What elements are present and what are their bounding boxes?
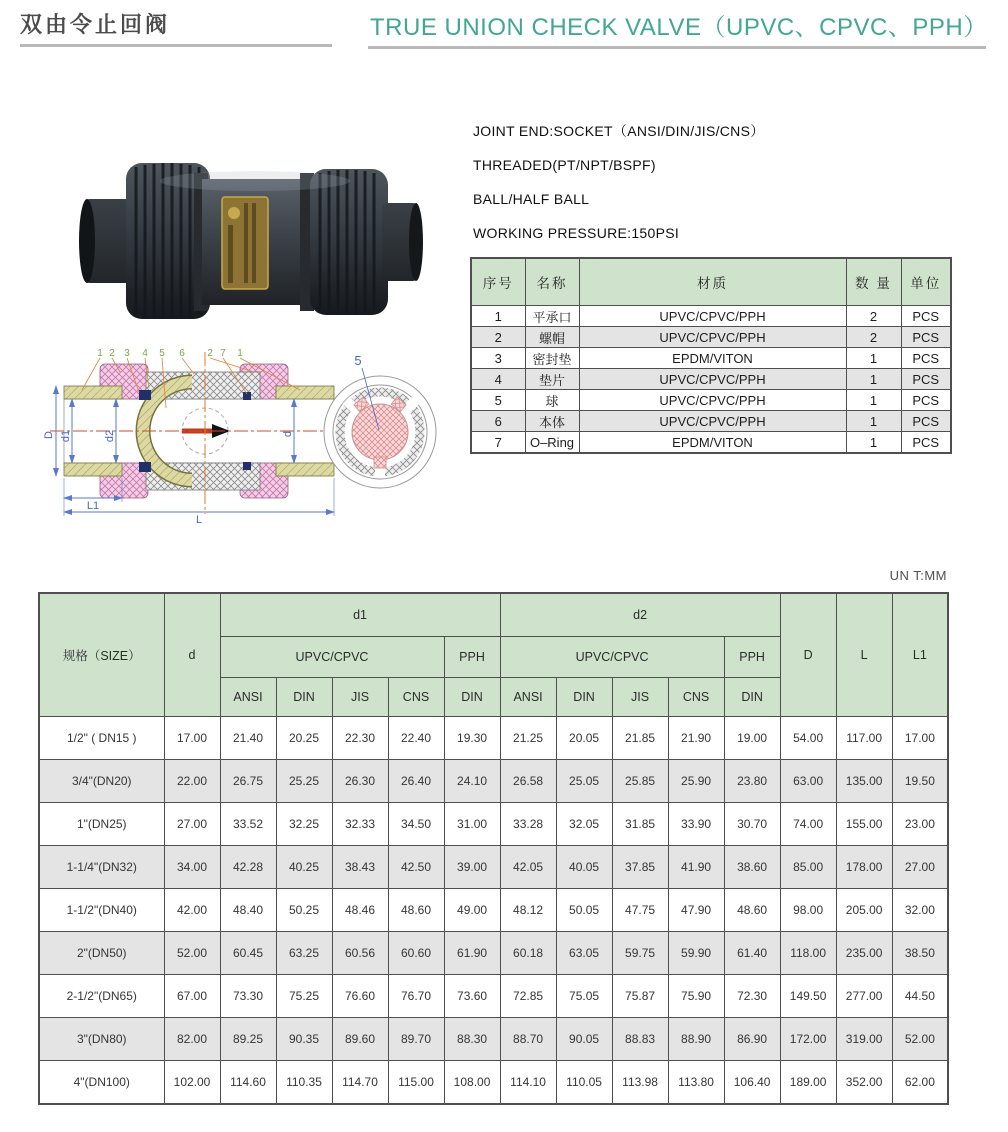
dimension-table-row-cell: 42.00: [164, 889, 220, 932]
dimension-table-row-cell: 59.75: [612, 932, 668, 975]
dimension-table-row-cell: 32.00: [892, 889, 948, 932]
dimension-table-row-cell: 32.33: [332, 803, 388, 846]
parts-table-row: [471, 327, 951, 348]
dimension-table-row-cell: 205.00: [836, 889, 892, 932]
dimension-table-row: [39, 1061, 948, 1105]
dimension-table-row: [39, 803, 948, 846]
dimension-table-row-cell: 25.85: [612, 760, 668, 803]
dimension-table-row-cell: 26.30: [332, 760, 388, 803]
parts-table-row-cell: 1: [846, 390, 901, 411]
dimension-table-row-cell: 22.40: [388, 717, 444, 760]
parts-table-row-cell: 3: [471, 348, 525, 369]
parts-table-row-cell: 6: [471, 411, 525, 432]
dimension-table-row-cell: 67.00: [164, 975, 220, 1018]
dim-header-d1-pph: PPH: [444, 637, 500, 678]
dimension-table-row-cell: 23.80: [724, 760, 780, 803]
parts-table-row-cell: 1: [846, 432, 901, 454]
dimension-table-row-cell: 50.05: [556, 889, 612, 932]
dimension-table-row-cell: 88.90: [668, 1018, 724, 1061]
dimension-table-row-cell: 88.70: [500, 1018, 556, 1061]
dimension-table-row-cell: 172.00: [780, 1018, 836, 1061]
parts-table-row-cell: 4: [471, 369, 525, 390]
dimension-table-row-cell: 41.90: [668, 846, 724, 889]
dimension-table-row-cell: 3"(DN80): [39, 1018, 164, 1061]
parts-table-row: [471, 390, 951, 411]
dimension-table-row-cell: 17.00: [892, 717, 948, 760]
dimension-table-row-cell: 110.35: [276, 1061, 332, 1105]
part-label-3: 3: [124, 348, 130, 359]
dimension-table-row: [39, 846, 948, 889]
dimension-table-row-cell: 24.10: [444, 760, 500, 803]
dimension-table-row-cell: 149.50: [780, 975, 836, 1018]
dimension-table-row-cell: 85.00: [780, 846, 836, 889]
parts-table-row-cell: 垫片: [525, 369, 579, 390]
dimension-table-row-cell: 76.60: [332, 975, 388, 1018]
parts-table-row-cell: PCS: [901, 369, 951, 390]
parts-table: [470, 257, 952, 454]
dimension-table-row-cell: 73.60: [444, 975, 500, 1018]
parts-table-row-cell: 2: [846, 306, 901, 327]
dimension-table-row: [39, 889, 948, 932]
dimension-table-row-cell: 113.98: [612, 1061, 668, 1105]
parts-header-unit: 单位: [901, 258, 951, 306]
dimension-table-row-cell: 52.00: [164, 932, 220, 975]
dimension-table: [38, 592, 949, 1105]
dim-header-d1-jis: JIS: [332, 678, 388, 717]
spec-joint-end: JOINT END:SOCKET（ANSI/DIN/JIS/CNS）: [473, 123, 765, 139]
dimension-table-row-cell: 34.00: [164, 846, 220, 889]
valve-photo-illustration: [79, 163, 423, 319]
dim-label-D: D: [43, 431, 55, 439]
dimension-table-row-cell: 21.25: [500, 717, 556, 760]
dim-label-d2: d2: [104, 429, 116, 443]
parts-table-row-cell: UPVC/CPVC/PPH: [579, 327, 846, 348]
dimension-table-row-cell: 277.00: [836, 975, 892, 1018]
dim-header-d2-cns: CNS: [668, 678, 724, 717]
part-label-1b: 1: [237, 348, 243, 359]
dim-label-L: L: [195, 514, 203, 526]
dimension-table-row-cell: 32.25: [276, 803, 332, 846]
dim-header-L1: L1: [892, 593, 948, 717]
dimension-table-row-cell: 25.25: [276, 760, 332, 803]
parts-table-row-cell: 2: [471, 327, 525, 348]
parts-table-row: [471, 348, 951, 369]
dimension-table-row-cell: 60.60: [388, 932, 444, 975]
page-title-en: TRUE UNION CHECK VALVE（UPVC、CPVC、PPH）: [370, 14, 988, 41]
dimension-table-row-cell: 44.50: [892, 975, 948, 1018]
dimension-table-row: [39, 1018, 948, 1061]
parts-table-row-cell: PCS: [901, 432, 951, 454]
dimension-table-row-cell: 61.40: [724, 932, 780, 975]
parts-header-no: 序号: [471, 258, 525, 306]
dimension-table-row-cell: 42.28: [220, 846, 276, 889]
dim-header-L: L: [836, 593, 892, 717]
part-label-2b: 2: [207, 348, 213, 359]
product-photo: [70, 143, 430, 343]
dimension-table-row-cell: 90.35: [276, 1018, 332, 1061]
dimension-table-row-cell: 25.90: [668, 760, 724, 803]
dimension-table-row-cell: 37.85: [612, 846, 668, 889]
dimension-table-row-cell: 114.60: [220, 1061, 276, 1105]
dimension-table-row-cell: 1/2" ( DN15 ): [39, 717, 164, 760]
dimension-table-row-cell: 1"(DN25): [39, 803, 164, 846]
dim-header-d1-cns: CNS: [388, 678, 444, 717]
parts-table-row-cell: UPVC/CPVC/PPH: [579, 369, 846, 390]
dimension-table-row-cell: 89.25: [220, 1018, 276, 1061]
dimension-table-row-cell: 48.46: [332, 889, 388, 932]
dimension-table-row-cell: 114.10: [500, 1061, 556, 1105]
dimension-table-row-cell: 22.00: [164, 760, 220, 803]
parts-table-row-cell: 螺帽: [525, 327, 579, 348]
part-label-1: 1: [97, 348, 103, 359]
dimension-table-row-cell: 31.00: [444, 803, 500, 846]
parts-table-row-cell: 球: [525, 390, 579, 411]
dimension-table-row-cell: 113.80: [668, 1061, 724, 1105]
dimension-table-row-cell: 48.40: [220, 889, 276, 932]
dimension-table-row-cell: 135.00: [836, 760, 892, 803]
dim-header-d2-upvc: UPVC/CPVC: [500, 637, 724, 678]
dimension-table-row-cell: 106.40: [724, 1061, 780, 1105]
title-underline-right: [368, 46, 986, 49]
dimension-table-row-cell: 75.05: [556, 975, 612, 1018]
part-label-7: 7: [220, 348, 226, 359]
dim-header-d1-din: DIN: [276, 678, 332, 717]
parts-table-row-cell: 1: [471, 306, 525, 327]
dimension-table-row-cell: 102.00: [164, 1061, 220, 1105]
dimension-table-row-cell: 86.90: [724, 1018, 780, 1061]
parts-table-body: [471, 306, 951, 454]
dimension-table-row-cell: 38.60: [724, 846, 780, 889]
dimension-table-row-cell: 32.05: [556, 803, 612, 846]
dimension-table-row-cell: 72.30: [724, 975, 780, 1018]
dimension-table-row-cell: 30.70: [724, 803, 780, 846]
dimension-table-row-cell: 72.85: [500, 975, 556, 1018]
photo-gold-label: [222, 197, 268, 289]
parts-header-row: [471, 258, 951, 306]
dimension-table-row-cell: 34.50: [388, 803, 444, 846]
dimension-table-row-cell: 26.58: [500, 760, 556, 803]
dimension-table-row-cell: 63.25: [276, 932, 332, 975]
dimension-table-row-cell: 21.90: [668, 717, 724, 760]
dimension-table-row-cell: 89.60: [332, 1018, 388, 1061]
part-label-4: 4: [142, 348, 148, 359]
dimension-table-row-cell: 42.05: [500, 846, 556, 889]
parts-table-row-cell: PCS: [901, 306, 951, 327]
dim-header-d1-upvc: UPVC/CPVC: [220, 637, 444, 678]
part-label-6: 6: [179, 348, 185, 359]
dimension-table-section: [38, 592, 949, 1105]
dimension-table-row-cell: 19.30: [444, 717, 500, 760]
dimension-table-row: [39, 975, 948, 1018]
spec-pressure: WORKING PRESSURE:150PSI: [473, 225, 680, 241]
dimension-table-row-cell: 114.70: [332, 1061, 388, 1105]
dimension-table-row-cell: 60.45: [220, 932, 276, 975]
parts-table-row-cell: 1: [846, 411, 901, 432]
dimension-table-row: [39, 932, 948, 975]
part-label-2: 2: [109, 348, 115, 359]
dim-header-d1-ansi: ANSI: [220, 678, 276, 717]
parts-table-row-cell: UPVC/CPVC/PPH: [579, 306, 846, 327]
ball-section-drawing: [312, 352, 450, 504]
dim-header-size: 规格（SIZE）: [39, 593, 164, 717]
dimension-table-row-cell: 27.00: [164, 803, 220, 846]
parts-table-row-cell: O–Ring: [525, 432, 579, 454]
dimension-table-row-cell: 75.90: [668, 975, 724, 1018]
dimension-table-row-cell: 48.60: [388, 889, 444, 932]
dim-header-row-1: [39, 593, 948, 637]
dimension-table-row-cell: 319.00: [836, 1018, 892, 1061]
dimension-table-row-cell: 50.25: [276, 889, 332, 932]
dim-header-d2-ansi: ANSI: [500, 678, 556, 717]
dimension-table-row-cell: 42.50: [388, 846, 444, 889]
dimension-table-row-cell: 26.40: [388, 760, 444, 803]
spec-threaded: THREADED(PT/NPT/BSPF): [473, 157, 656, 173]
dimension-table-row-cell: 117.00: [836, 717, 892, 760]
dimension-table-row-cell: 47.90: [668, 889, 724, 932]
dim-header-d2-pph-din: DIN: [724, 678, 780, 717]
dimension-table-row-cell: 38.43: [332, 846, 388, 889]
parts-table-row-cell: EPDM/VITON: [579, 348, 846, 369]
dim-header-d2-jis: JIS: [612, 678, 668, 717]
dimension-table-row-cell: 115.00: [388, 1061, 444, 1105]
parts-table-row-cell: PCS: [901, 411, 951, 432]
dimension-table-row-cell: 19.50: [892, 760, 948, 803]
dimension-table-row-cell: 33.52: [220, 803, 276, 846]
dimension-table-row-cell: 73.30: [220, 975, 276, 1018]
dimension-table-row-cell: 38.50: [892, 932, 948, 975]
dimension-table-row-cell: 40.25: [276, 846, 332, 889]
parts-table-row-cell: PCS: [901, 348, 951, 369]
dimension-table-row-cell: 26.75: [220, 760, 276, 803]
parts-table-row-cell: UPVC/CPVC/PPH: [579, 411, 846, 432]
dimension-table-row-cell: 88.83: [612, 1018, 668, 1061]
dimension-table-row-cell: 75.25: [276, 975, 332, 1018]
parts-table-row-cell: 7: [471, 432, 525, 454]
dimension-table-row-cell: 1-1/4"(DN32): [39, 846, 164, 889]
dimension-table-row-cell: 48.60: [724, 889, 780, 932]
parts-table-row-cell: 1: [846, 369, 901, 390]
dimension-table-row-cell: 19.00: [724, 717, 780, 760]
dimension-table-row-cell: 1-1/2"(DN40): [39, 889, 164, 932]
dimension-table-row-cell: 98.00: [780, 889, 836, 932]
dimension-table-row-cell: 4"(DN100): [39, 1061, 164, 1105]
dimension-table-row-cell: 27.00: [892, 846, 948, 889]
dim-header-d2-group: d2: [500, 593, 780, 637]
dim-header-d2-din: DIN: [556, 678, 612, 717]
ball-section-label: 5: [354, 353, 362, 368]
dim-label-L1: L1: [86, 500, 100, 512]
dimension-table-row-cell: 74.00: [780, 803, 836, 846]
dim-label-d1: d1: [60, 429, 72, 443]
page-title-cn: 双由令止回阀: [20, 12, 171, 37]
dim-label-d: d: [282, 430, 294, 438]
dimension-table-row-cell: 118.00: [780, 932, 836, 975]
parts-table-row-cell: 平承口: [525, 306, 579, 327]
dimension-table-row-cell: 2"(DN50): [39, 932, 164, 975]
parts-table-row-cell: PCS: [901, 327, 951, 348]
dimension-table-row-cell: 60.56: [332, 932, 388, 975]
dimension-table-row-cell: 54.00: [780, 717, 836, 760]
parts-table-row-cell: 1: [846, 348, 901, 369]
dimension-table-row-cell: 47.75: [612, 889, 668, 932]
dimension-table-row-cell: 49.00: [444, 889, 500, 932]
dimension-table-row-cell: 63.00: [780, 760, 836, 803]
dimension-table-row-cell: 33.28: [500, 803, 556, 846]
dimension-table-row: [39, 760, 948, 803]
dimension-table-row-cell: 82.00: [164, 1018, 220, 1061]
dimension-table-row-cell: 31.85: [612, 803, 668, 846]
dimension-table-row-cell: 39.00: [444, 846, 500, 889]
dimension-table-row-cell: 48.12: [500, 889, 556, 932]
dim-header-D: D: [780, 593, 836, 717]
dimension-table-row-cell: 110.05: [556, 1061, 612, 1105]
ball-section-illustration: [324, 353, 436, 488]
spec-list: [473, 124, 765, 260]
part-number-labels: [97, 348, 243, 359]
parts-table-row: [471, 411, 951, 432]
parts-table-row-cell: PCS: [901, 390, 951, 411]
dimension-table-row-cell: 3/4"(DN20): [39, 760, 164, 803]
dim-header-d1-group: d1: [220, 593, 500, 637]
parts-table-row: [471, 369, 951, 390]
dimension-table-row-cell: 155.00: [836, 803, 892, 846]
unit-note: UN T:MM: [889, 568, 947, 583]
parts-table-row: [471, 432, 951, 454]
dimension-table-row-cell: 90.05: [556, 1018, 612, 1061]
dimension-table-row-cell: 33.90: [668, 803, 724, 846]
dimension-table-row-cell: 63.05: [556, 932, 612, 975]
dimension-table-row-cell: 21.40: [220, 717, 276, 760]
spec-ball: BALL/HALF BALL: [473, 191, 590, 207]
parts-header-qty: 数 量: [846, 258, 901, 306]
dimension-table-body: [39, 717, 948, 1105]
parts-table-row-cell: EPDM/VITON: [579, 432, 846, 454]
part-label-5: 5: [159, 348, 165, 359]
dim-header-d2-pph: PPH: [724, 637, 780, 678]
dimension-table-row-cell: 21.85: [612, 717, 668, 760]
dimension-table-row-cell: 17.00: [164, 717, 220, 760]
parts-table-section: [470, 257, 952, 454]
dimension-table-row-cell: 52.00: [892, 1018, 948, 1061]
parts-header-name: 名称: [525, 258, 579, 306]
parts-table-row-cell: UPVC/CPVC/PPH: [579, 390, 846, 411]
dimension-table-row-cell: 59.90: [668, 932, 724, 975]
dimension-table-row-cell: 75.87: [612, 975, 668, 1018]
dimension-table-row-cell: 25.05: [556, 760, 612, 803]
parts-table-row: [471, 306, 951, 327]
parts-table-row-cell: 密封垫: [525, 348, 579, 369]
title-underline-left: [20, 44, 332, 47]
dimension-table-row-cell: 2-1/2"(DN65): [39, 975, 164, 1018]
dimension-table-row-cell: 235.00: [836, 932, 892, 975]
parts-table-row-cell: 2: [846, 327, 901, 348]
valve-section-drawing: [42, 346, 342, 526]
dimension-table-row-cell: 89.70: [388, 1018, 444, 1061]
dim-header-d: d: [164, 593, 220, 717]
dimension-table-row-cell: 189.00: [780, 1061, 836, 1105]
dimension-table-row-cell: 20.05: [556, 717, 612, 760]
dimension-table-row-cell: 178.00: [836, 846, 892, 889]
dimension-table-row-cell: 352.00: [836, 1061, 892, 1105]
parts-header-material: 材质: [579, 258, 846, 306]
dimension-table-row-cell: 60.18: [500, 932, 556, 975]
dimension-table-row: [39, 717, 948, 760]
dimension-table-row-cell: 61.90: [444, 932, 500, 975]
dimension-table-row-cell: 62.00: [892, 1061, 948, 1105]
dimension-table-row-cell: 23.00: [892, 803, 948, 846]
parts-table-row-cell: 本体: [525, 411, 579, 432]
dimension-table-row-cell: 76.70: [388, 975, 444, 1018]
dimension-table-row-cell: 20.25: [276, 717, 332, 760]
dimension-table-row-cell: 40.05: [556, 846, 612, 889]
dimension-table-row-cell: 22.30: [332, 717, 388, 760]
dimension-table-row-cell: 88.30: [444, 1018, 500, 1061]
parts-table-row-cell: 5: [471, 390, 525, 411]
dim-header-d1-pph-din: DIN: [444, 678, 500, 717]
dimension-table-row-cell: 108.00: [444, 1061, 500, 1105]
